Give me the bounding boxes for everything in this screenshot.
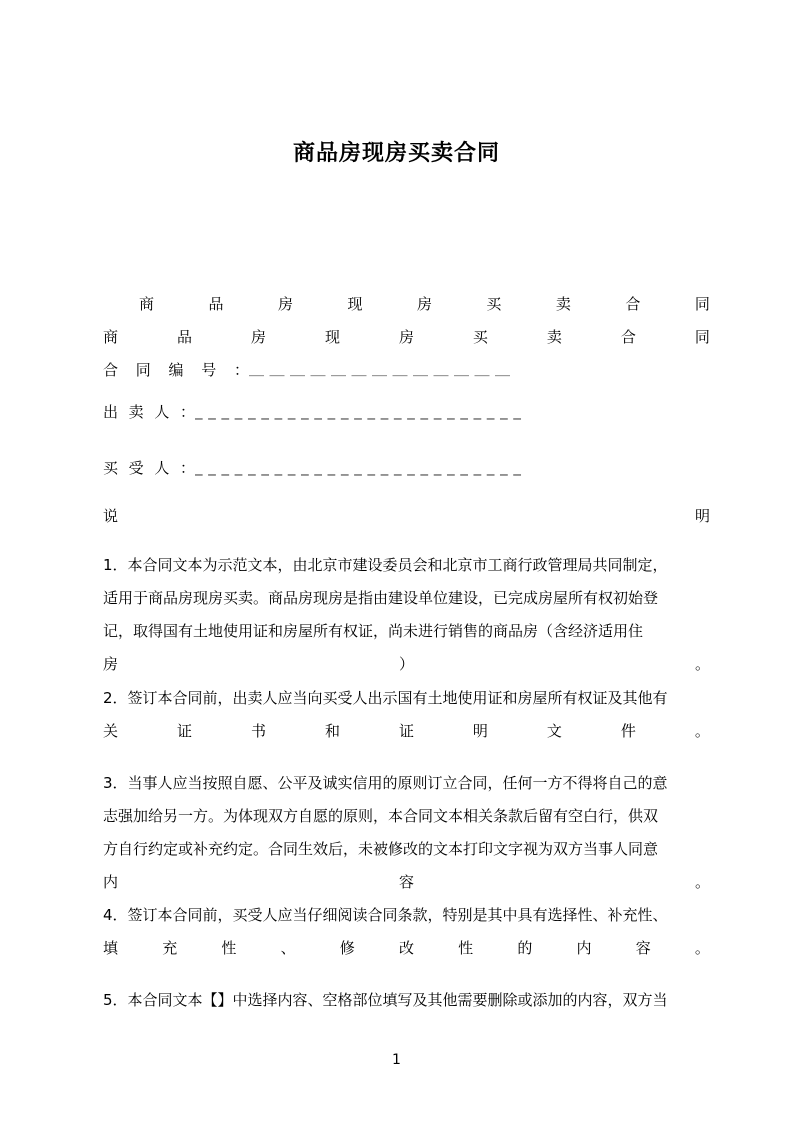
page-number: 1 — [392, 1052, 401, 1068]
header-line2-char: 卖 — [546, 328, 562, 346]
seller-row — [103, 396, 710, 429]
header-line1-char: 同 — [694, 295, 710, 313]
paragraph-3-last-char: 内 — [103, 873, 119, 891]
paragraph-4-last-char: 改 — [398, 939, 414, 957]
buyer-fill-rule[interactable]: _ _ _ _ _ _ _ _ _ _ _ _ _ _ _ _ _ _ _ _ _ _ _ _ _ — [195, 458, 522, 476]
seller-label-char: 人 — [154, 403, 170, 421]
paragraph-2-last-char: 件 — [620, 722, 636, 740]
contract-number-row — [103, 354, 710, 387]
paragraph-1-line: 记，取得国有土地使用证和房屋所有权证，尚未进行销售的商品房（含经济适用住 — [103, 622, 644, 640]
contract-number-fill-rule[interactable]: ＿＿＿＿＿＿＿＿＿＿＿＿＿ — [249, 360, 516, 378]
page-content — [103, 0, 710, 1122]
paragraph-2-line: 2．签订本合同前，出卖人应当向买受人出示国有土地使用证和房屋所有权证及其他有 — [103, 689, 668, 707]
buyer-label-char: 人 — [154, 459, 170, 477]
contract-number-label-char: 编 — [168, 361, 184, 379]
paragraph-3-last-line — [103, 866, 710, 899]
paragraph-3-line: 3．当事人应当按照自愿、公平及诚实信用的原则订立合同，任何一方不得将自己的意 — [103, 774, 668, 792]
paragraph-4-last-char: 充 — [162, 939, 178, 957]
paragraph-5 — [103, 984, 710, 1017]
paragraph-1-line: 1．本合同文本为示范文本，由北京市建设委员会和北京市工商行政管理局共同制定， — [103, 556, 668, 574]
header-line2-char: 同 — [694, 328, 710, 346]
paragraph-4 — [103, 899, 710, 965]
header-line1-char: 品 — [208, 295, 224, 313]
notice-heading-line — [103, 500, 710, 533]
paragraph-1-last-line — [103, 648, 710, 681]
contract-header-block — [103, 288, 710, 387]
seller-label-char: 出 — [103, 403, 119, 421]
header-line1-char: 房 — [277, 295, 293, 313]
contract-number-label-char: 号 — [201, 361, 217, 379]
paragraph-1-last-char: 房 — [103, 655, 119, 673]
header-title-line-1 — [103, 288, 710, 321]
header-line1-char: 商 — [139, 295, 155, 313]
paragraph-3-line: 方自行约定或补充约定。合同生效后，未被修改的文本打印文字视为双方当事人同意 — [103, 840, 659, 858]
paragraph-4-last-char: 的 — [517, 939, 533, 957]
paragraph-3-last-char: 。 — [694, 873, 710, 891]
notice-heading-char: 说 — [103, 507, 119, 525]
buyer-block — [103, 452, 710, 485]
header-line1-char: 买 — [486, 295, 502, 313]
seller-label — [103, 396, 195, 429]
header-line2-char: 合 — [620, 328, 636, 346]
notice-heading-char: 明 — [694, 507, 710, 525]
paragraph-5-line: 5．本合同文本【】中选择内容、空格部位填写及其他需要删除或添加的内容，双方当 — [103, 991, 668, 1009]
header-line2-char: 品 — [176, 328, 192, 346]
notice-heading — [103, 500, 710, 533]
paragraph-2-last-char: 和 — [324, 722, 340, 740]
buyer-row — [103, 452, 710, 485]
header-line2-char: 房 — [250, 328, 266, 346]
header-line2-char: 房 — [398, 328, 414, 346]
paragraph-4-last-char: 内 — [576, 939, 592, 957]
paragraph-3 — [103, 767, 710, 899]
paragraph-2-last-char: 关 — [103, 722, 119, 740]
seller-label-char: 卖 — [128, 403, 144, 421]
header-line2-char: 商 — [103, 328, 119, 346]
paragraph-2-last-char: 明 — [472, 722, 488, 740]
paragraph-4-last-char: 修 — [339, 939, 355, 957]
paragraph-4-last-char: 容 — [635, 939, 651, 957]
paragraph-2-last-char: 。 — [694, 722, 710, 740]
paragraph-2-last-char: 证 — [398, 722, 414, 740]
header-line1-char: 现 — [347, 295, 363, 313]
header-line1-char: 卖 — [555, 295, 571, 313]
header-line2-char: 买 — [472, 328, 488, 346]
seller-fill-rule[interactable]: _ _ _ _ _ _ _ _ _ _ _ _ _ _ _ _ _ _ _ _ _ _ _ _ _ — [195, 402, 522, 420]
contract-number-label-char: 同 — [135, 361, 151, 379]
paragraph-1-line: 适用于商品房现房买卖。商品房现房是指由建设单位建设，已完成房屋所有权初始登 — [103, 589, 659, 607]
paragraph-3-line: 志强加给另一方。为体现双方自愿的原则，本合同文本相关条款后留有空白行，供双 — [103, 807, 659, 825]
buyer-label-char: ： — [179, 459, 195, 477]
page-title: 商品房现房买卖合同 — [292, 141, 500, 166]
paragraph-4-last-char: 、 — [280, 939, 296, 957]
header-line1-char: 合 — [625, 295, 641, 313]
paragraph-4-last-char: 性 — [221, 939, 237, 957]
buyer-label-char: 受 — [128, 459, 144, 477]
paragraph-1-last-char: ） — [398, 655, 414, 673]
contract-number-label — [103, 354, 249, 387]
paragraph-4-line: 4．签订本合同前，买受人应当仔细阅读合同条款，特别是其中具有选择性、补充性、 — [103, 906, 668, 924]
paragraph-2-last-char: 文 — [546, 722, 562, 740]
header-line2-char: 现 — [324, 328, 340, 346]
contract-number-label-char: 合 — [103, 361, 119, 379]
paragraph-2 — [103, 682, 710, 748]
header-line1-char: 房 — [416, 295, 432, 313]
seller-block — [103, 396, 710, 429]
paragraph-4-last-char: 性 — [458, 939, 474, 957]
paragraph-1 — [103, 549, 710, 681]
header-title-line-2 — [103, 321, 710, 354]
paragraph-2-last-char: 证 — [176, 722, 192, 740]
paragraph-4-last-char: 填 — [103, 939, 119, 957]
paragraph-3-last-char: 容 — [398, 873, 414, 891]
seller-label-char: ： — [179, 403, 195, 421]
paragraph-2-last-line — [103, 715, 710, 748]
buyer-label — [103, 452, 195, 485]
paragraph-1-last-char: 。 — [694, 655, 710, 673]
paragraph-4-last-char: 。 — [694, 939, 710, 957]
paragraph-4-last-line — [103, 932, 710, 965]
contract-number-label-char: ： — [233, 361, 249, 379]
paragraph-2-last-char: 书 — [250, 722, 266, 740]
buyer-label-char: 买 — [103, 459, 119, 477]
